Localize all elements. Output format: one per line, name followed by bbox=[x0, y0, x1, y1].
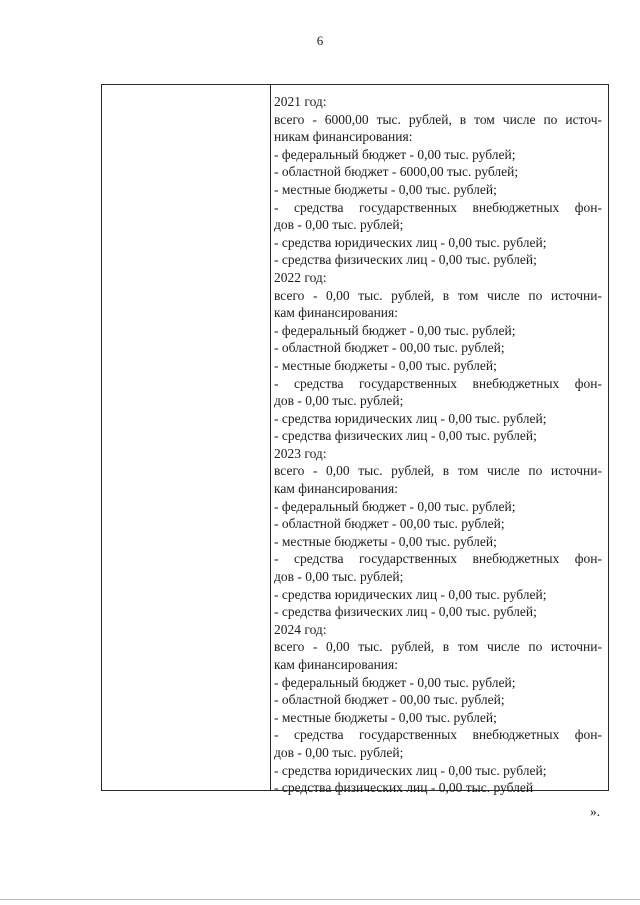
funding-line: - средства государственных внебюджетных фон- bbox=[274, 375, 602, 391]
funding-line: - местные бюджеты - 0,00 тыс. рублей; bbox=[274, 533, 497, 549]
funding-line: дов - 0,00 тыс. рублей; bbox=[274, 393, 404, 409]
funding-line: никам финансирования: bbox=[274, 129, 413, 145]
funding-line: 2021 год: bbox=[274, 94, 327, 109]
funding-table bbox=[101, 84, 609, 796]
funding-line: - федеральный бюджет - 0,00 тыс. рублей; bbox=[274, 322, 516, 338]
funding-line: - областной бюджет - 00,00 тыс. рублей; bbox=[274, 692, 505, 708]
funding-line: дов - 0,00 тыс. рублей; bbox=[274, 217, 404, 233]
table-column-divider bbox=[270, 85, 271, 790]
page-number: 6 bbox=[316, 33, 324, 48]
funding-line: - федеральный бюджет - 0,00 тыс. рублей; bbox=[274, 674, 516, 690]
funding-line: - средства юридических лиц - 0,00 тыс. рублей; bbox=[274, 586, 547, 602]
funding-line: всего - 0,00 тыс. рублей, в том числе по источни- bbox=[274, 463, 602, 479]
funding-line: - средства государственных внебюджетных фон- bbox=[274, 551, 602, 567]
funding-line: всего - 6000,00 тыс. рублей, в том числе по источ- bbox=[274, 111, 602, 127]
funding-line: - средства физических лиц - 0,00 тыс. рублей; bbox=[274, 428, 537, 444]
funding-text-cell bbox=[274, 93, 602, 797]
funding-line: - средства юридических лиц - 0,00 тыс. рублей; bbox=[274, 234, 547, 250]
funding-line: 2022 год: bbox=[274, 269, 327, 285]
page-bottom-rule bbox=[0, 899, 640, 900]
funding-line: - областной бюджет - 00,00 тыс. рублей; bbox=[274, 516, 505, 532]
funding-line: - областной бюджет - 00,00 тыс. рублей; bbox=[274, 340, 505, 356]
funding-line: - средства юридических лиц - 0,00 тыс. рублей; bbox=[274, 762, 547, 778]
funding-line: - средства физических лиц - 0,00 тыс. рублей; bbox=[274, 604, 537, 620]
funding-line: - местные бюджеты - 0,00 тыс. рублей; bbox=[274, 709, 497, 725]
closing-quote: ». bbox=[590, 804, 601, 819]
funding-line: - средства государственных внебюджетных фон- bbox=[274, 199, 602, 215]
funding-line: дов - 0,00 тыс. рублей; bbox=[274, 569, 404, 585]
funding-line: кам финансирования: bbox=[274, 481, 398, 497]
funding-line: дов - 0,00 тыс. рублей; bbox=[274, 744, 404, 760]
funding-line: - местные бюджеты - 0,00 тыс. рублей; bbox=[274, 357, 497, 373]
funding-line: - средства физических лиц - 0,00 тыс. рублей; bbox=[274, 252, 537, 268]
funding-line: - средства юридических лиц - 0,00 тыс. рублей; bbox=[274, 410, 547, 426]
funding-line: 2023 год: bbox=[274, 445, 327, 461]
funding-line: - местные бюджеты - 0,00 тыс. рублей; bbox=[274, 181, 497, 197]
funding-line: кам финансирования: bbox=[274, 657, 398, 672]
funding-line: - областной бюджет - 6000,00 тыс. рублей; bbox=[274, 164, 519, 180]
funding-line: - федеральный бюджет - 0,00 тыс. рублей; bbox=[274, 498, 516, 514]
funding-line: всего - 0,00 тыс. рублей, в том числе по источни- bbox=[274, 639, 602, 655]
funding-line: 2024 год: bbox=[274, 621, 327, 637]
funding-line: кам финансирования: bbox=[274, 305, 398, 321]
funding-line: - средства физических лиц - 0,00 тыс. рублей bbox=[274, 780, 534, 796]
funding-line: - средства государственных внебюджетных фон- bbox=[274, 727, 602, 743]
funding-line: всего - 0,00 тыс. рублей, в том числе по источни- bbox=[274, 287, 602, 303]
funding-line: - федеральный бюджет - 0,00 тыс. рублей; bbox=[274, 146, 516, 162]
